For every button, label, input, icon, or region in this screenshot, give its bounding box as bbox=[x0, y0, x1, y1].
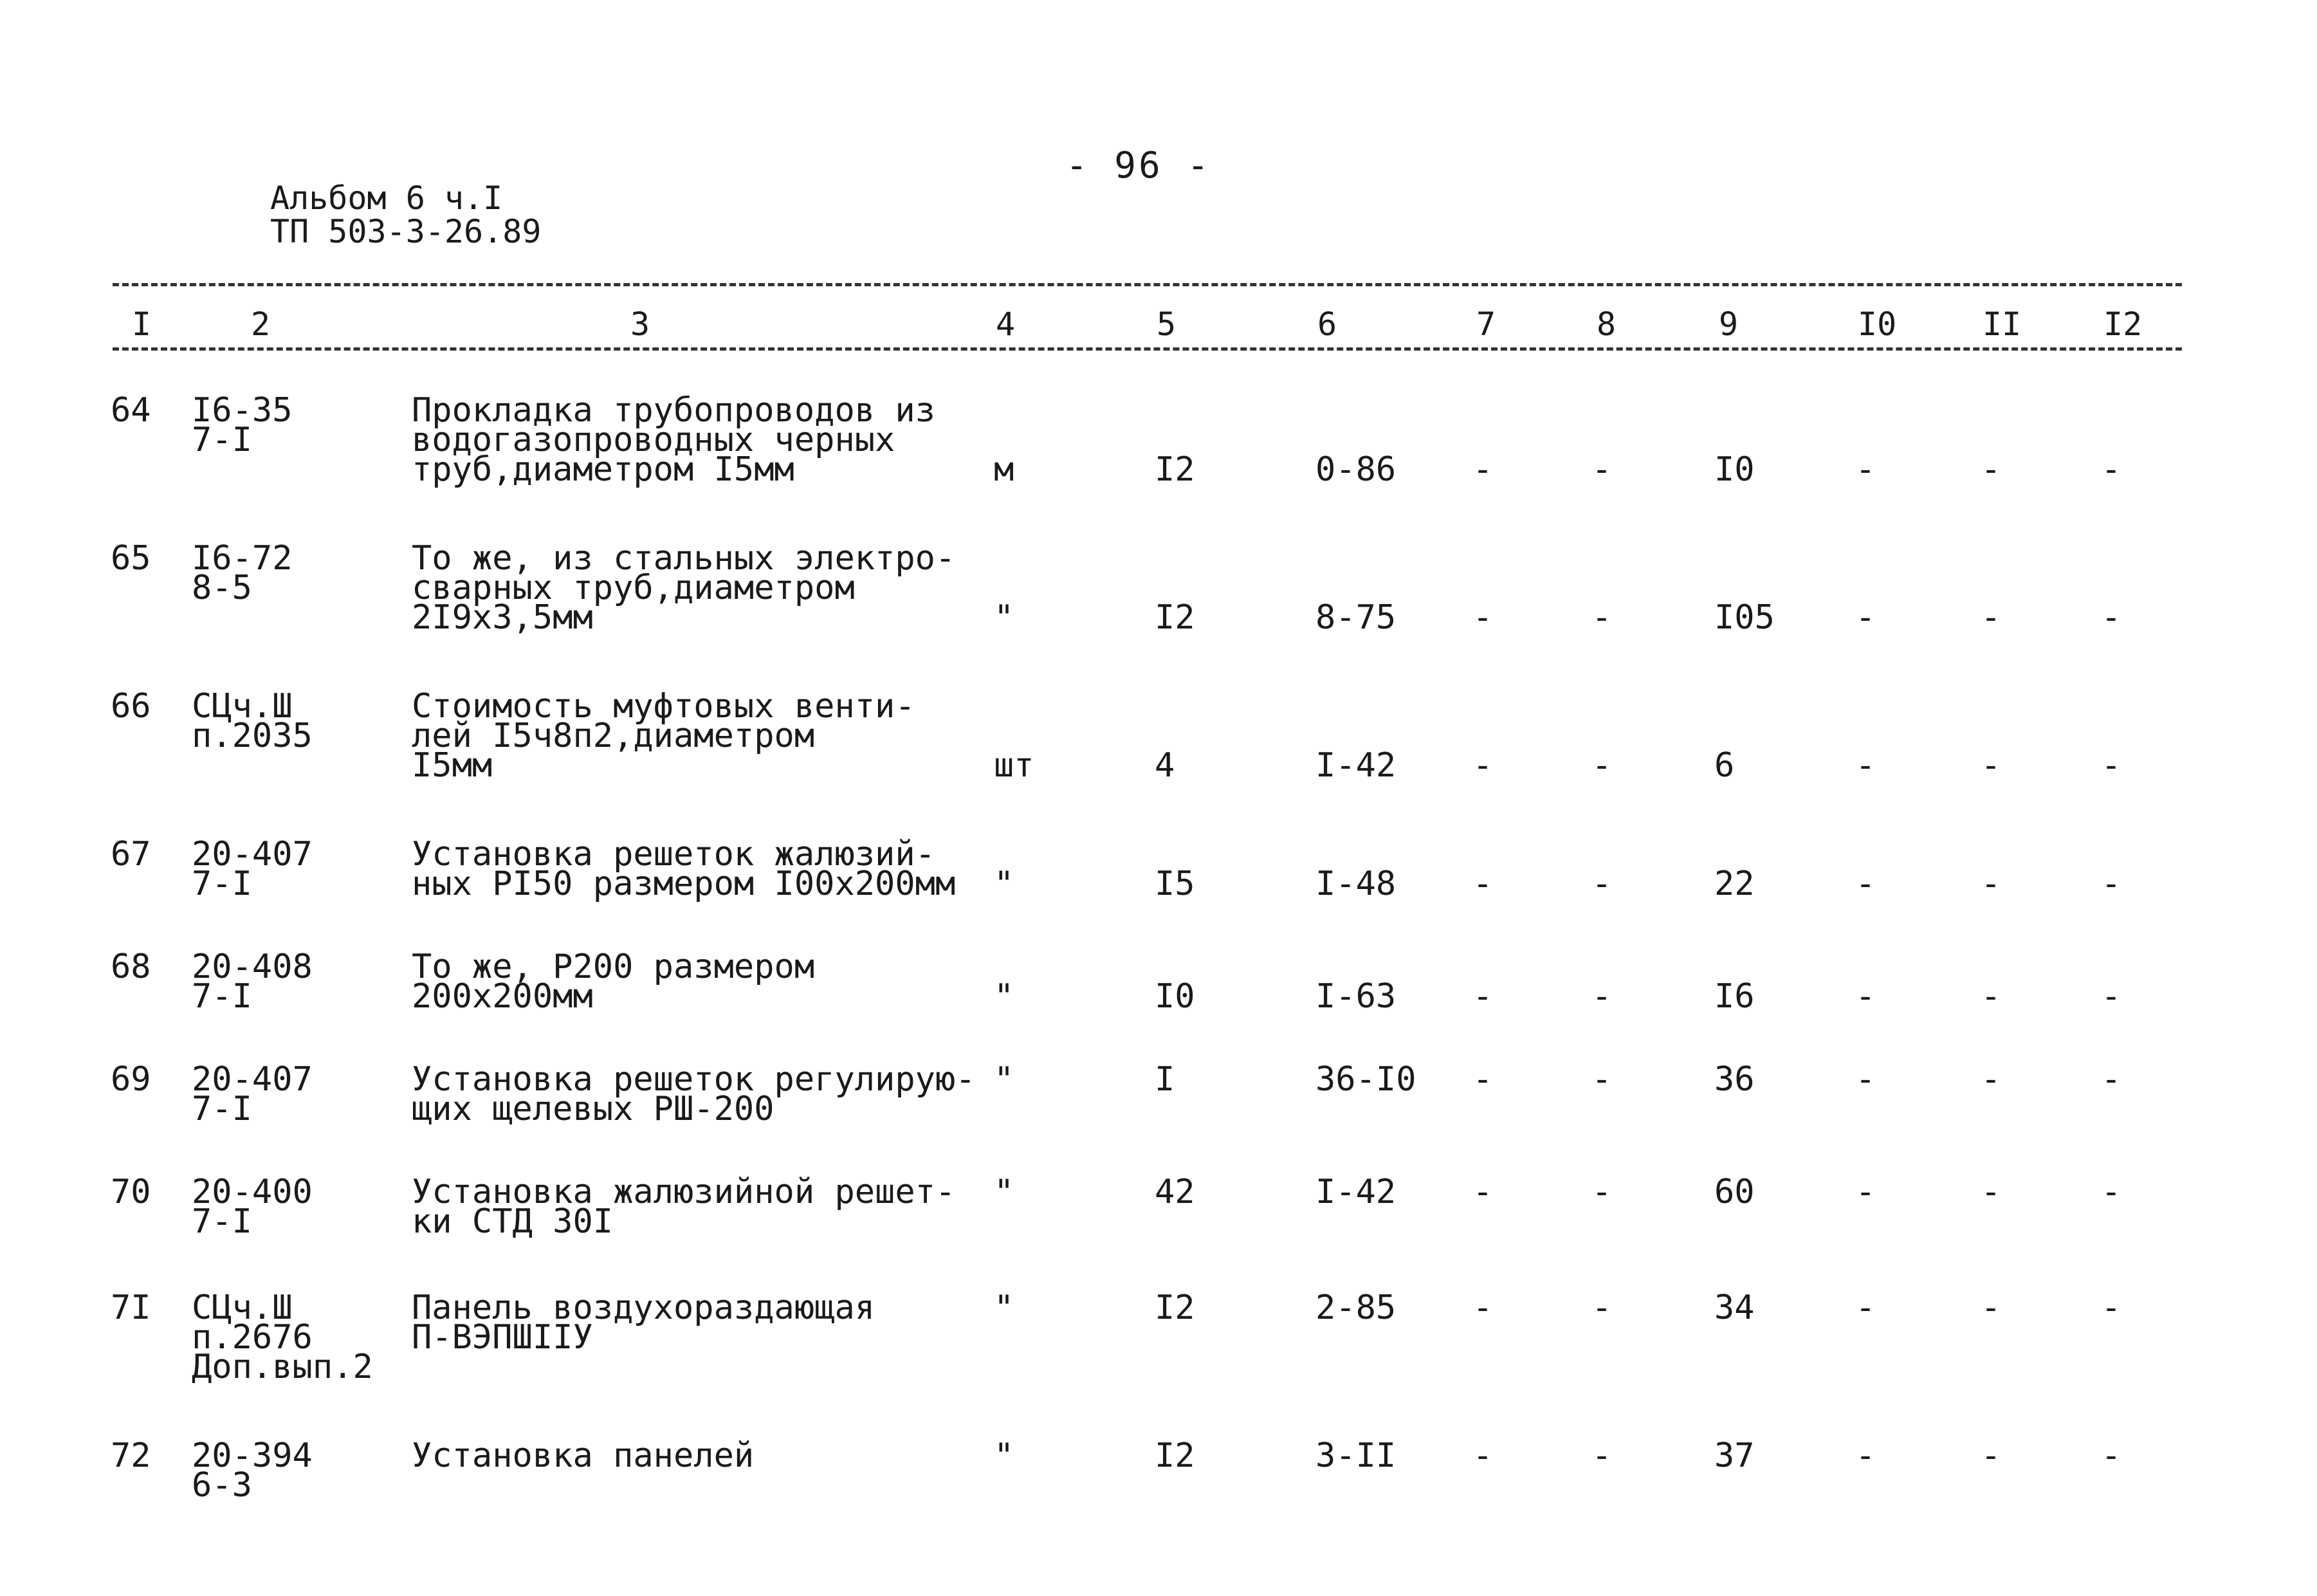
column-7-value: - bbox=[1472, 1289, 1493, 1327]
quantity: I5 bbox=[1155, 865, 1195, 903]
column-10-value: - bbox=[1855, 977, 1876, 1016]
row-number: 70 bbox=[111, 1173, 151, 1211]
column-7-value: - bbox=[1472, 1173, 1493, 1211]
unit-price: 36-I0 bbox=[1315, 1060, 1416, 1099]
norm-code: I6-72 8-5 bbox=[192, 539, 293, 607]
work-description: То же, из стальных электро- сварных труб,диаметром 2I9x3,5мм bbox=[412, 539, 956, 637]
unit-price: I-42 bbox=[1315, 1173, 1397, 1211]
total-cost: 60 bbox=[1714, 1173, 1755, 1211]
column-8-value: - bbox=[1591, 1060, 1612, 1099]
column-header-3: 3 bbox=[630, 306, 650, 343]
column-11-value: - bbox=[1981, 1173, 2001, 1211]
column-12-value: - bbox=[2101, 1289, 2121, 1327]
column-12-value: - bbox=[2101, 1173, 2121, 1211]
column-header-5: 5 bbox=[1157, 306, 1177, 343]
column-12-value: - bbox=[2101, 1436, 2121, 1475]
column-11-value: - bbox=[1981, 598, 2001, 637]
norm-code: 20-394 6-3 bbox=[192, 1436, 313, 1505]
column-10-value: - bbox=[1855, 1060, 1876, 1099]
column-header-6: 6 bbox=[1317, 306, 1337, 343]
column-12-value: - bbox=[2101, 746, 2121, 785]
work-description: То же, P200 размером 200x200мм bbox=[412, 948, 815, 1016]
work-description: Установка панелей bbox=[412, 1436, 755, 1475]
row-number: 68 bbox=[111, 948, 151, 986]
column-header-10: I0 bbox=[1858, 306, 1897, 343]
column-header-row bbox=[0, 306, 2317, 351]
column-11-value: - bbox=[1981, 977, 2001, 1016]
column-7-value: - bbox=[1472, 746, 1493, 785]
unit-price: 3-II bbox=[1315, 1436, 1397, 1475]
unit-of-measure: " bbox=[994, 1060, 1014, 1099]
unit-price: I-63 bbox=[1315, 977, 1397, 1016]
work-description: Стоимость муфтовых венти- лей I5ч8п2,диаметром I5мм bbox=[412, 687, 915, 785]
column-header-9: 9 bbox=[1719, 306, 1739, 343]
column-8-value: - bbox=[1591, 865, 1612, 903]
quantity: I bbox=[1155, 1060, 1175, 1099]
norm-code: 20-407 7-I bbox=[192, 1060, 313, 1128]
top-divider bbox=[113, 283, 2182, 286]
norm-code: 20-408 7-I bbox=[192, 948, 313, 1016]
column-11-value: - bbox=[1981, 450, 2001, 489]
column-header-8: 8 bbox=[1597, 306, 1616, 343]
work-description: Прокладка трубопроводов из водогазопроводных черных труб,диаметром I5мм bbox=[412, 391, 935, 489]
quantity: I2 bbox=[1155, 598, 1195, 637]
column-11-value: - bbox=[1981, 865, 2001, 903]
column-8-value: - bbox=[1591, 450, 1612, 489]
total-cost: I6 bbox=[1714, 977, 1755, 1016]
total-cost: 6 bbox=[1714, 746, 1735, 785]
row-number: 67 bbox=[111, 835, 151, 874]
column-12-value: - bbox=[2101, 450, 2121, 489]
header-divider bbox=[113, 347, 2182, 351]
column-12-value: - bbox=[2101, 1060, 2121, 1099]
column-11-value: - bbox=[1981, 1289, 2001, 1327]
column-7-value: - bbox=[1472, 977, 1493, 1016]
column-8-value: - bbox=[1591, 1289, 1612, 1327]
quantity: I2 bbox=[1155, 1436, 1195, 1475]
unit-of-measure: " bbox=[994, 1289, 1014, 1327]
unit-of-measure: " bbox=[994, 865, 1014, 903]
unit-of-measure: " bbox=[994, 1173, 1014, 1211]
column-10-value: - bbox=[1855, 865, 1876, 903]
unit-of-measure: " bbox=[994, 598, 1014, 637]
norm-code: СЦч.Ш п.2676 Доп.вып.2 bbox=[192, 1289, 373, 1386]
unit-price: 8-75 bbox=[1315, 598, 1397, 637]
row-number: 7I bbox=[111, 1289, 151, 1327]
total-cost: 34 bbox=[1714, 1289, 1755, 1327]
work-description: Установка решеток жалюзий- ных PI50 размером I00x200мм bbox=[412, 835, 956, 903]
album-title: Альбом 6 ч.I bbox=[270, 179, 503, 217]
unit-price: 2-85 bbox=[1315, 1289, 1397, 1327]
document-header bbox=[270, 181, 541, 248]
column-8-value: - bbox=[1591, 1436, 1612, 1475]
unit-of-measure: шт bbox=[994, 746, 1034, 785]
quantity: 4 bbox=[1155, 746, 1175, 785]
column-header-12: I2 bbox=[2103, 306, 2143, 343]
quantity: 42 bbox=[1155, 1173, 1195, 1211]
unit-of-measure: м bbox=[994, 450, 1014, 489]
column-header-7: 7 bbox=[1476, 306, 1496, 343]
column-7-value: - bbox=[1472, 865, 1493, 903]
unit-price: I-48 bbox=[1315, 865, 1397, 903]
row-number: 66 bbox=[111, 687, 151, 726]
column-7-value: - bbox=[1472, 598, 1493, 637]
quantity: I0 bbox=[1155, 977, 1195, 1016]
column-7-value: - bbox=[1472, 1060, 1493, 1099]
column-header-11: II bbox=[1983, 306, 2022, 343]
work-description: Установка решеток регулирую- щих щелевых РШ-200 bbox=[412, 1060, 976, 1128]
unit-price: 0-86 bbox=[1315, 450, 1397, 489]
norm-code: 20-407 7-I bbox=[192, 835, 313, 903]
column-10-value: - bbox=[1855, 746, 1876, 785]
total-cost: 37 bbox=[1714, 1436, 1755, 1475]
column-8-value: - bbox=[1591, 1173, 1612, 1211]
column-8-value: - bbox=[1591, 977, 1612, 1016]
column-8-value: - bbox=[1591, 746, 1612, 785]
page-number: - 96 - bbox=[1065, 145, 1212, 187]
column-10-value: - bbox=[1855, 598, 1876, 637]
column-11-value: - bbox=[1981, 1060, 2001, 1099]
column-10-value: - bbox=[1855, 450, 1876, 489]
total-cost: 22 bbox=[1714, 865, 1755, 903]
column-12-value: - bbox=[2101, 977, 2121, 1016]
column-7-value: - bbox=[1472, 1436, 1493, 1475]
column-12-value: - bbox=[2101, 865, 2121, 903]
quantity: I2 bbox=[1155, 1289, 1195, 1327]
column-8-value: - bbox=[1591, 598, 1612, 637]
norm-code: 20-400 7-I bbox=[192, 1173, 313, 1241]
column-10-value: - bbox=[1855, 1173, 1876, 1211]
total-cost: I0 bbox=[1714, 450, 1755, 489]
project-code: ТП 503-3-26.89 bbox=[270, 213, 542, 250]
column-11-value: - bbox=[1981, 746, 2001, 785]
work-description: Панель воздухораздающая П-ВЭПШIIУ bbox=[412, 1289, 875, 1357]
column-header-2: 2 bbox=[251, 306, 271, 343]
work-description: Установка жалюзийной решет- ки СТД 30I bbox=[412, 1173, 956, 1241]
column-11-value: - bbox=[1981, 1436, 2001, 1475]
unit-of-measure: " bbox=[994, 1436, 1014, 1475]
unit-of-measure: " bbox=[994, 977, 1014, 1016]
column-7-value: - bbox=[1472, 450, 1493, 489]
column-10-value: - bbox=[1855, 1436, 1876, 1475]
row-number: 72 bbox=[111, 1436, 151, 1475]
total-cost: 36 bbox=[1714, 1060, 1755, 1099]
norm-code: I6-35 7-I bbox=[192, 391, 293, 459]
row-number: 65 bbox=[111, 539, 151, 578]
total-cost: I05 bbox=[1714, 598, 1775, 637]
column-12-value: - bbox=[2101, 598, 2121, 637]
column-header-4: 4 bbox=[996, 306, 1016, 343]
row-number: 64 bbox=[111, 391, 151, 430]
norm-code: СЦч.Ш п.2035 bbox=[192, 687, 313, 755]
unit-price: I-42 bbox=[1315, 746, 1397, 785]
column-10-value: - bbox=[1855, 1289, 1876, 1327]
row-number: 69 bbox=[111, 1060, 151, 1099]
column-header-1: I bbox=[132, 306, 152, 343]
quantity: I2 bbox=[1155, 450, 1195, 489]
